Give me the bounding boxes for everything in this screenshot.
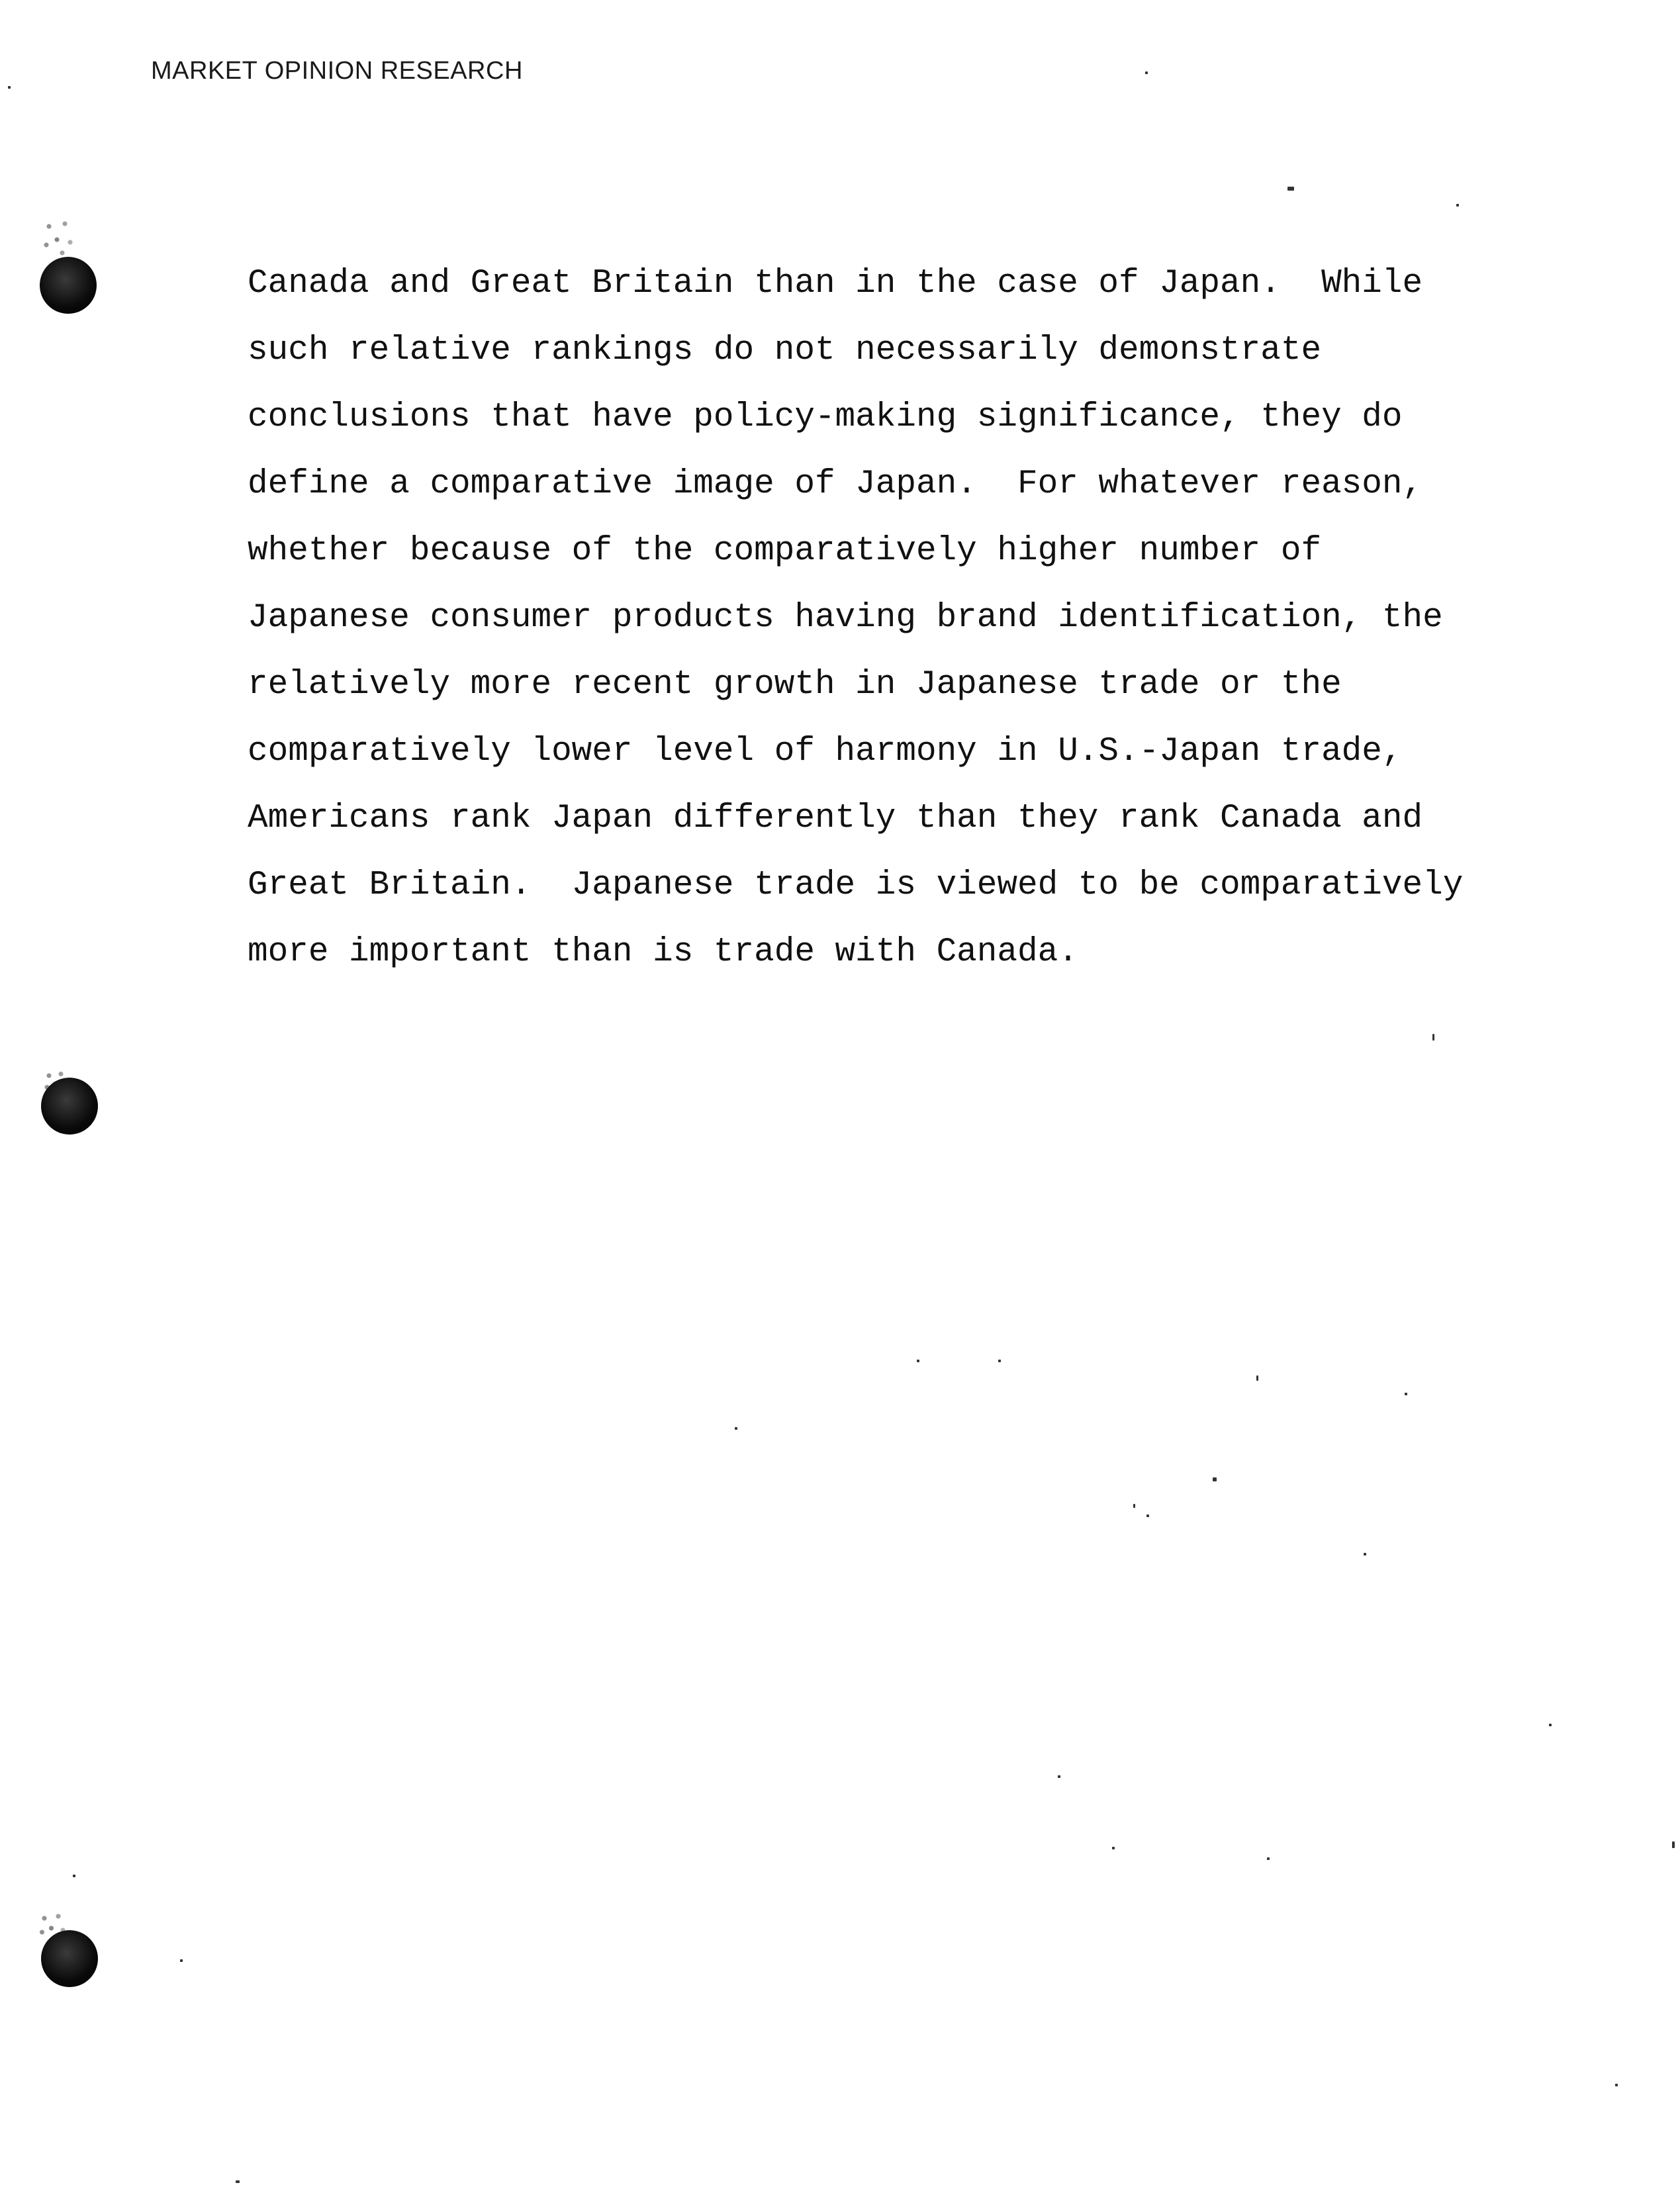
scan-noise xyxy=(1405,1393,1407,1395)
body-line: Great Britain. Japanese trade is viewed to be comparatively xyxy=(248,866,1464,904)
body-line: more important than is trade with Canada. xyxy=(248,933,1078,971)
scan-noise xyxy=(8,86,11,89)
body-line: Japanese consumer products having brand identification, the xyxy=(248,599,1443,637)
scan-noise xyxy=(1145,71,1148,74)
binder-hole-top xyxy=(40,257,97,314)
scan-noise xyxy=(1672,1841,1675,1848)
scan-noise xyxy=(998,1360,1001,1362)
scan-noise xyxy=(180,1959,183,1962)
scan-noise xyxy=(1213,1477,1217,1481)
body-line: Americans rank Japan differently than they rank Canada and xyxy=(248,800,1423,837)
body-paragraph xyxy=(248,250,1463,986)
scan-noise xyxy=(917,1360,919,1362)
body-line: define a comparative image of Japan. For whatever reason, xyxy=(248,465,1423,503)
scan-noise xyxy=(1256,1375,1258,1381)
body-line: comparatively lower level of harmony in U.S.-Japan trade, xyxy=(248,733,1403,770)
binder-hole-bottom xyxy=(41,1930,98,1987)
body-line: whether because of the comparatively higher number of xyxy=(248,532,1322,570)
scan-noise xyxy=(1287,187,1294,191)
scan-noise xyxy=(1549,1724,1552,1726)
scan-noise xyxy=(1133,1504,1135,1508)
letterhead: MARKET OPINION RESEARCH xyxy=(151,57,523,85)
scan-noise xyxy=(1364,1553,1366,1556)
scan-noise xyxy=(1112,1847,1115,1849)
scan-noise xyxy=(73,1875,75,1877)
scan-noise xyxy=(1456,204,1459,207)
scan-noise xyxy=(1615,2084,1618,2086)
body-line: such relative rankings do not necessarily demonstrate xyxy=(248,332,1322,369)
scan-noise xyxy=(1146,1514,1149,1517)
scan-speckle xyxy=(33,210,86,263)
scan-noise xyxy=(1267,1857,1270,1860)
binder-hole-middle xyxy=(41,1078,98,1135)
scan-noise xyxy=(1432,1034,1434,1041)
scan-noise xyxy=(735,1427,737,1430)
body-line: Canada and Great Britain than in the case of Japan. While xyxy=(248,265,1423,302)
body-line: conclusions that have policy-making significance, they do xyxy=(248,398,1403,436)
body-line: relatively more recent growth in Japanese trade or the xyxy=(248,666,1342,704)
scan-noise xyxy=(1058,1775,1060,1778)
scan-noise xyxy=(236,2180,240,2183)
